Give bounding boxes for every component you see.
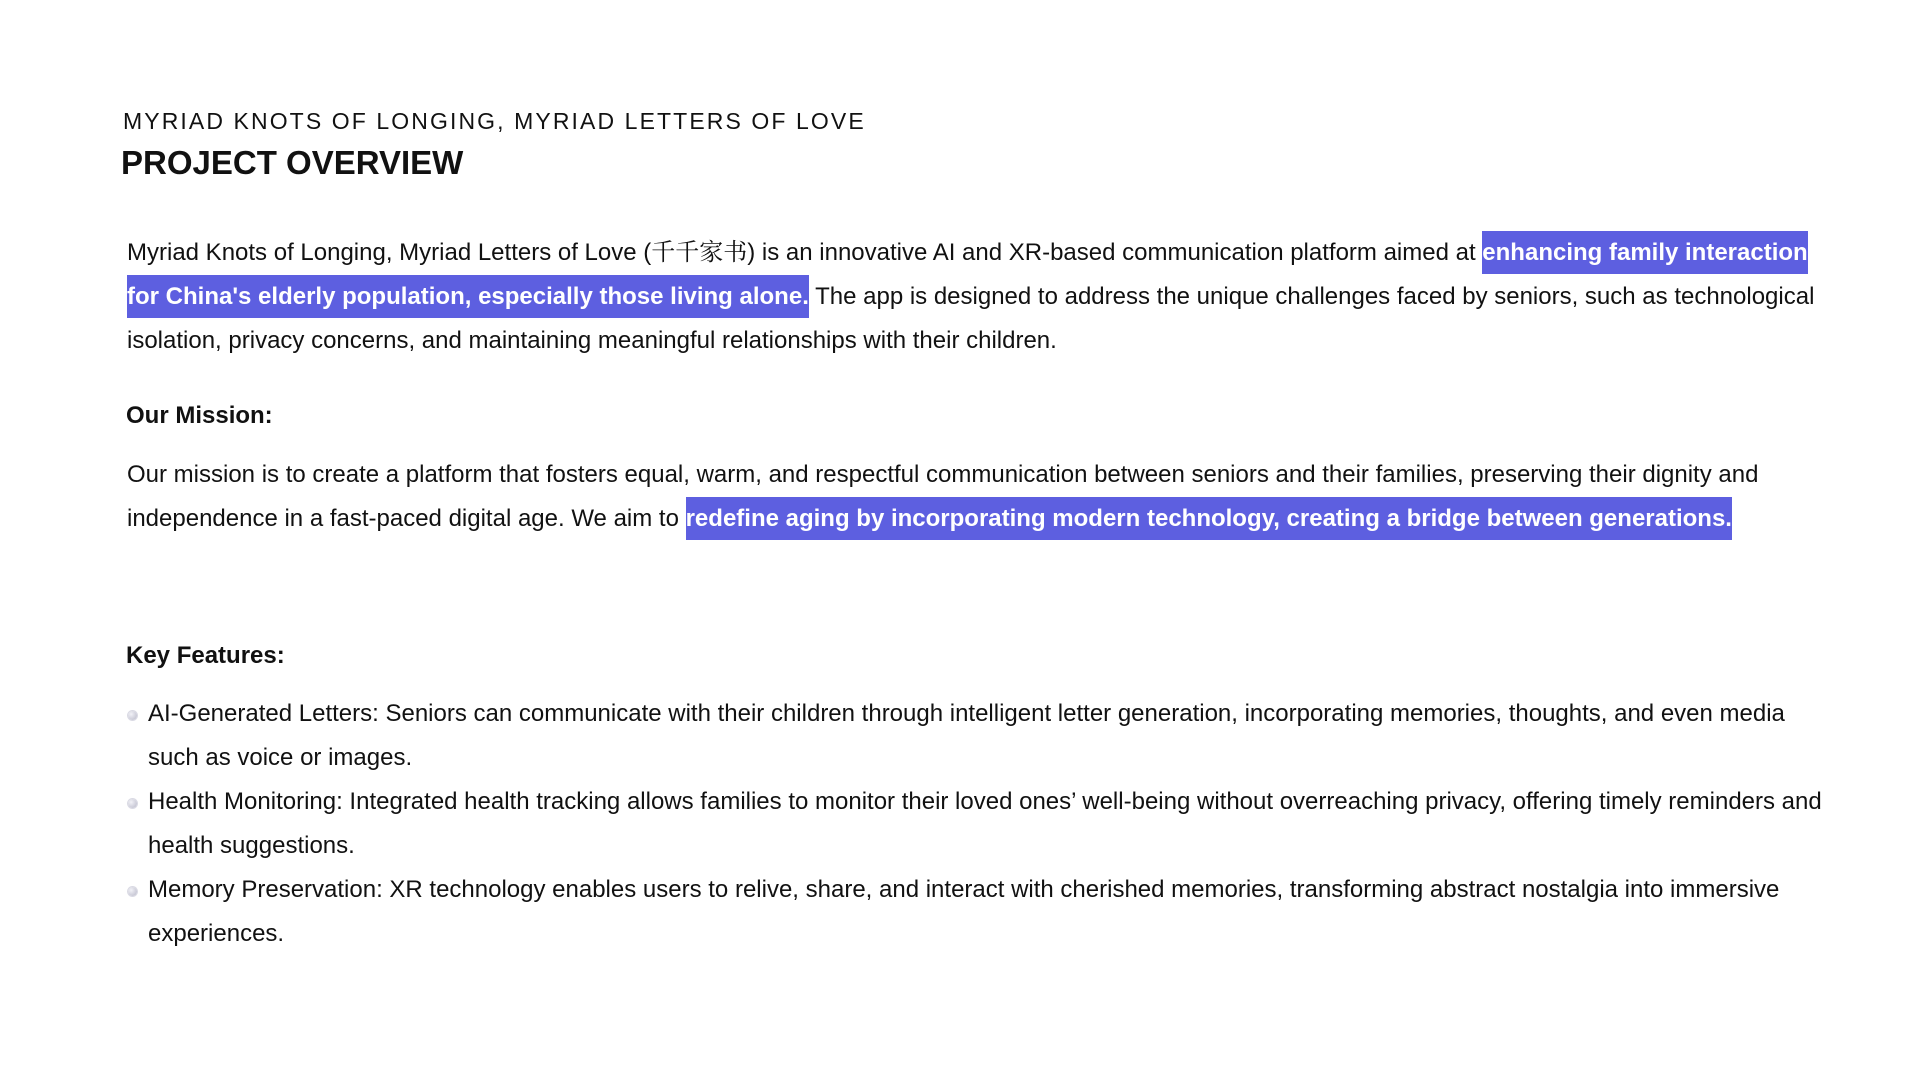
- project-name-eyebrow: MYRIAD KNOTS OF LONGING, MYRIAD LETTERS OF LOVE: [123, 108, 866, 134]
- feature-text: AI-Generated Letters: Seniors can communicate with their children through intelligent letter generation, incorporating memories, thoughts, and even media such as voice or images.: [148, 700, 1785, 771]
- feature-text: Memory Preservation: XR technology enables users to relive, share, and interact with cherished memories, transforming abstract nostalgia into immersive experiences.: [148, 876, 1780, 947]
- feature-item-memory-preservation: [126, 868, 1826, 956]
- bullet-dot-icon: [128, 799, 137, 808]
- mission-highlight: redefine aging by incorporating modern technology, creating a bridge between generations.: [686, 497, 1732, 540]
- overview-highlight: enhancing family interaction for China's elderly population, especially those living alone.: [127, 231, 1808, 318]
- mission-paragraph: [127, 453, 1832, 541]
- overview-text-end: The app is designed to address the unique challenges faced by seniors, such as technological isolation, privacy concerns, and maintaining meaningful relationships with their children.: [127, 283, 1815, 354]
- key-features-heading: Key Features:: [126, 642, 285, 669]
- overview-paragraph: [127, 231, 1832, 363]
- feature-text: Health Monitoring: Integrated health tracking allows families to monitor their loved ones’ well-being without overreaching privacy, offering timely reminders and health suggestions.: [148, 788, 1822, 859]
- feature-item-health-monitoring: [126, 780, 1826, 868]
- key-features-list: [126, 692, 1826, 956]
- mission-text-start: Our mission is to create a platform that fosters equal, warm, and respectful communication between seniors and their families, preserving their dignity and independence in a fast-paced digital age. We aim to: [127, 461, 1759, 532]
- bullet-dot-icon: [128, 711, 137, 720]
- bullet-dot-icon: [128, 887, 137, 896]
- feature-item-ai-letters: [126, 692, 1826, 780]
- overview-text-start: Myriad Knots of Longing, Myriad Letters of Love (千千家书) is an innovative AI and XR-based communication platform aimed at: [127, 239, 1483, 266]
- mission-heading: Our Mission:: [126, 402, 273, 429]
- page-title: PROJECT OVERVIEW: [121, 144, 464, 181]
